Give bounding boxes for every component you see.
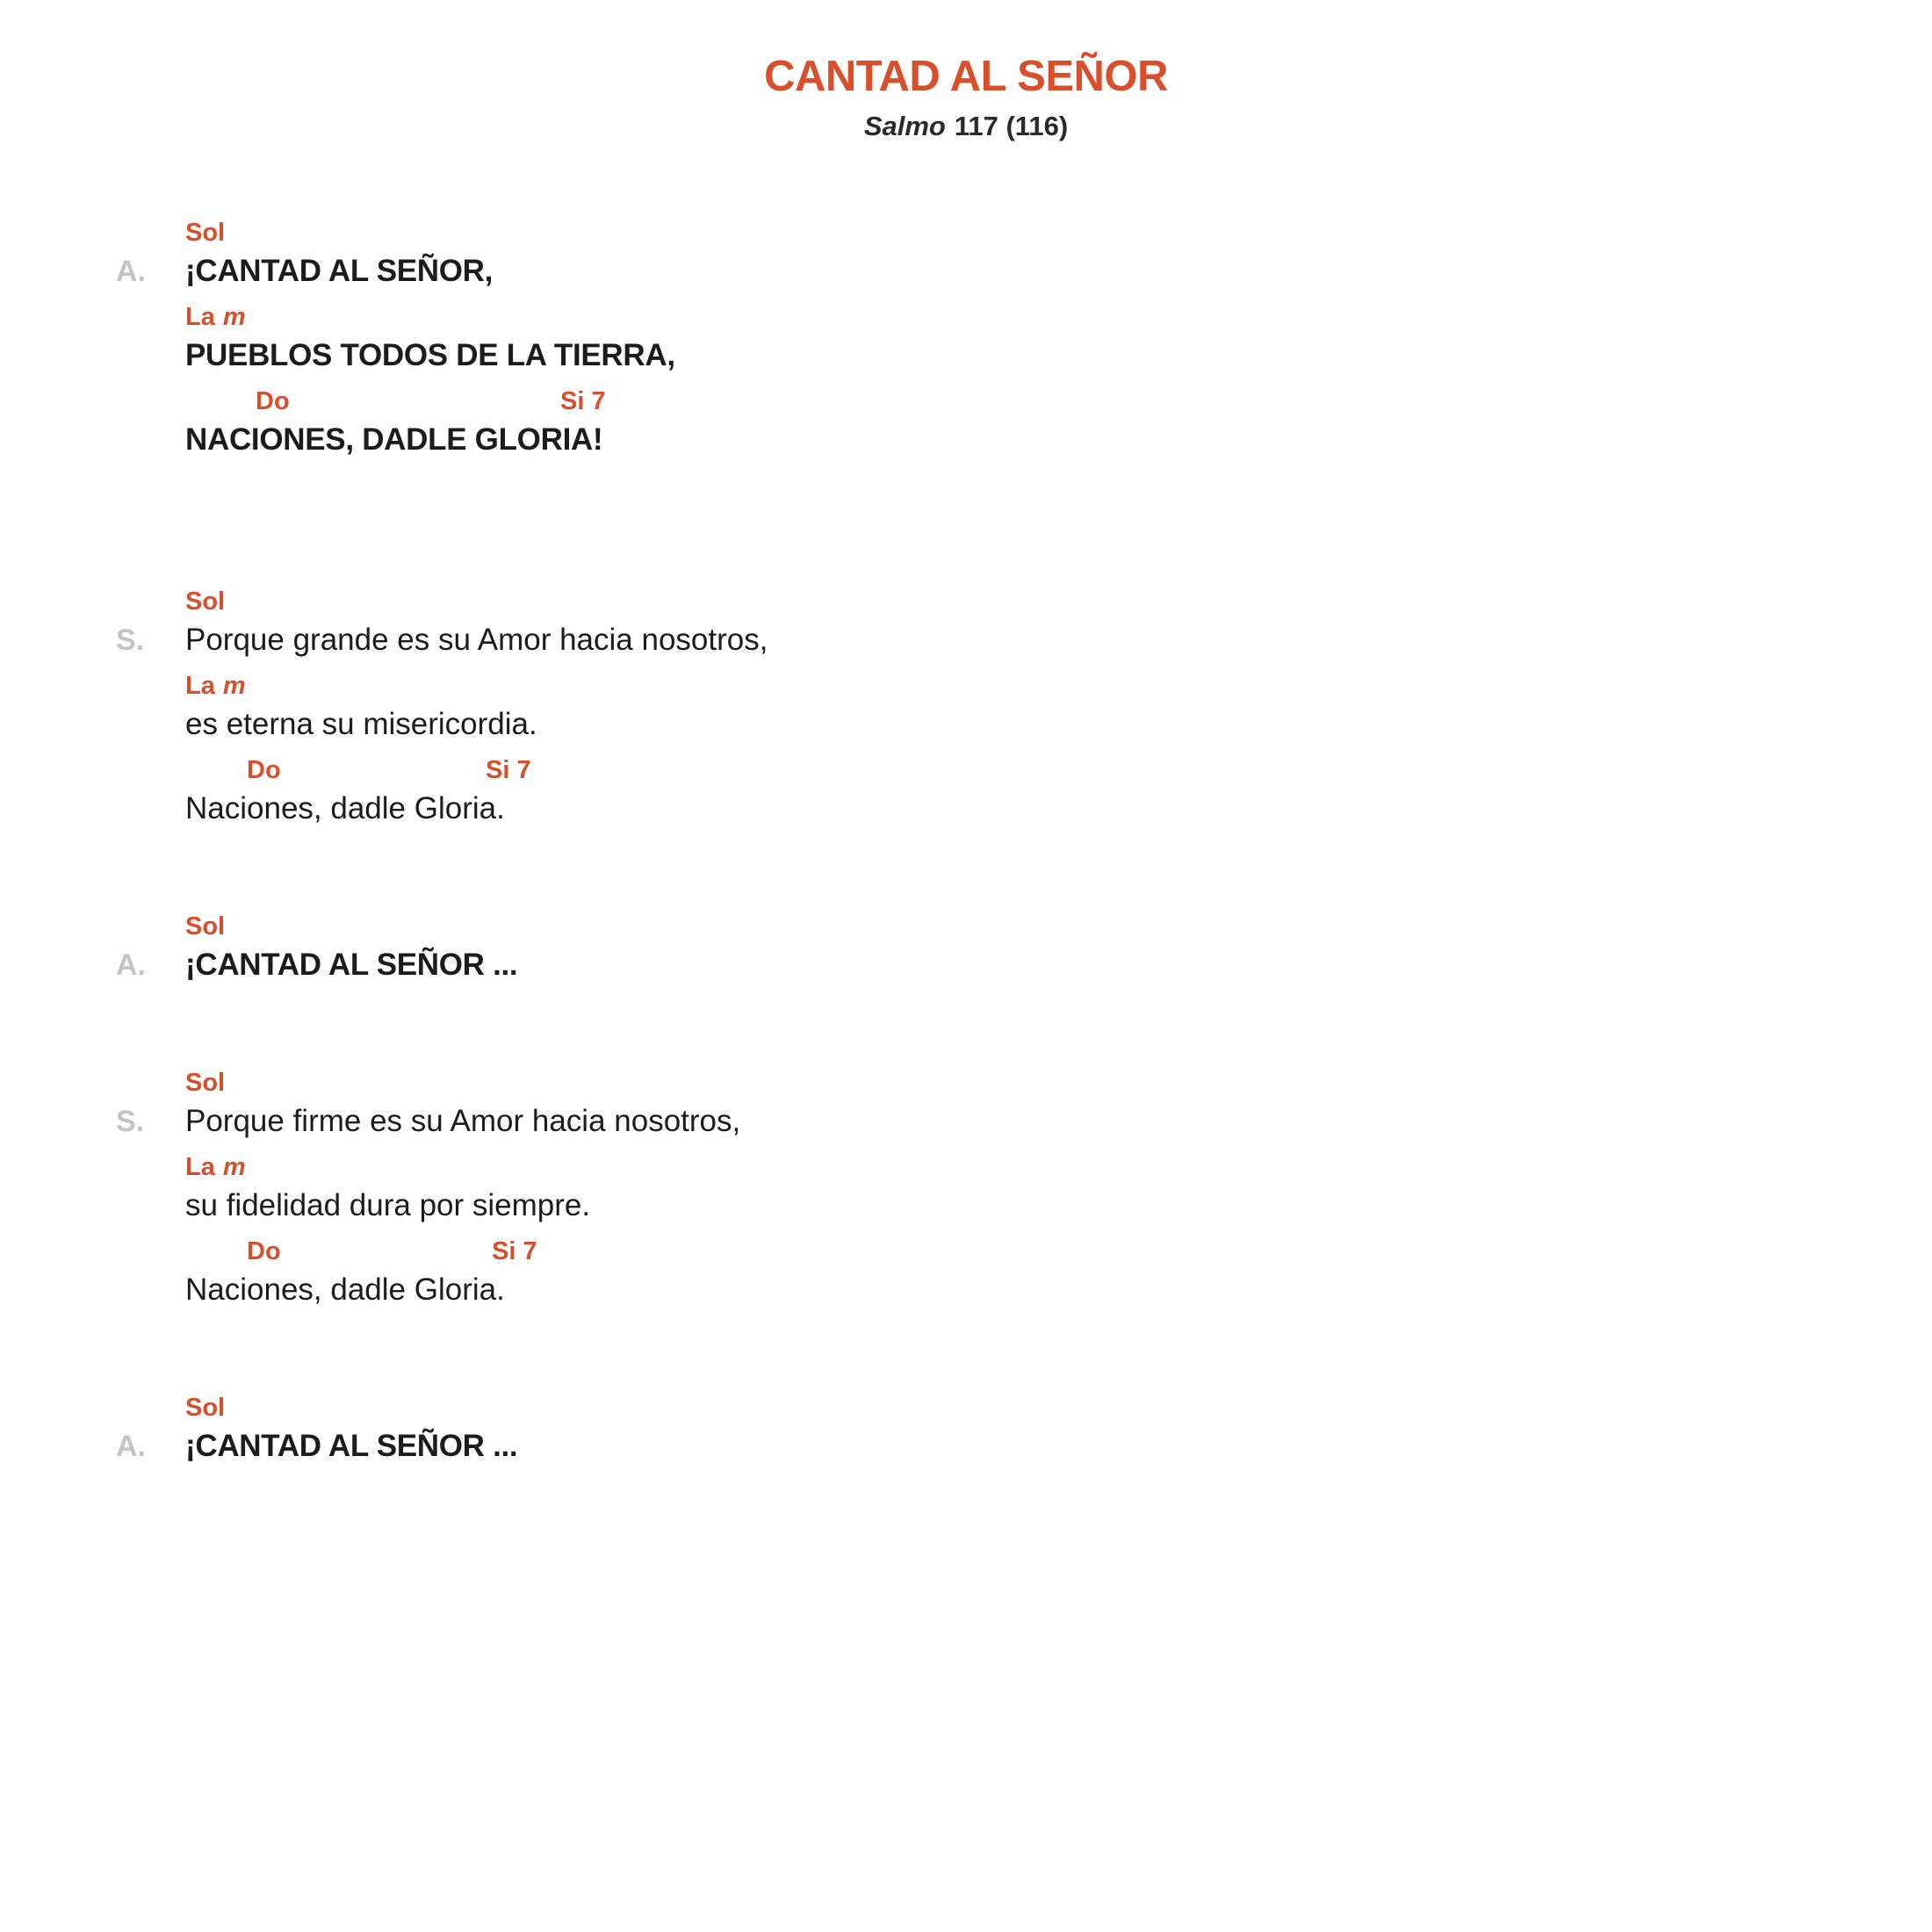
chord-line <box>185 209 1932 249</box>
chord-do: Do <box>256 387 290 415</box>
chord-minor-suffix: m <box>222 303 246 331</box>
chord-minor-suffix: m <box>222 672 246 700</box>
chord-si7: Si 7 <box>486 756 531 784</box>
chord-la-m: La m <box>185 303 246 331</box>
subtitle-psalm-number: 117 (116) <box>954 111 1069 141</box>
chord-line <box>185 1143 1932 1184</box>
lyric-line: PUEBLOS TODOS DE LA TIERRA, <box>185 338 675 372</box>
subtitle-psalm-word: Salmo <box>863 111 946 141</box>
song-title: CANTAD AL SEÑOR <box>764 53 1168 100</box>
section-verse-1 <box>116 578 1932 831</box>
chord-do: Do <box>247 1237 281 1265</box>
chord-line <box>185 903 1932 943</box>
chord-line <box>185 578 1932 618</box>
chord-la-m: La m <box>185 672 246 700</box>
chord-la-m: La m <box>185 1153 246 1181</box>
chord-si7: Si 7 <box>560 387 606 415</box>
chord-line <box>185 662 1932 703</box>
chord-do: Do <box>247 756 281 784</box>
section-label: A. <box>116 1430 146 1463</box>
chord-sol: Sol <box>185 1069 226 1097</box>
song-subtitle <box>0 111 1932 142</box>
chord-line <box>185 293 1932 334</box>
chord-sol: Sol <box>185 912 226 941</box>
lyric-line: ¡CANTAD AL SEÑOR ... <box>185 948 518 982</box>
chord-line <box>185 1228 1932 1268</box>
section-antiphon-3 <box>116 1384 1932 1468</box>
song-body <box>0 209 1932 1468</box>
lyric-line: su fidelidad dura por siempre. <box>185 1188 591 1222</box>
song-header <box>0 0 1932 142</box>
section-label: S. <box>116 1105 145 1138</box>
section-verse-2 <box>116 1059 1932 1312</box>
chord-line <box>185 746 1932 787</box>
chord-sol: Sol <box>185 588 226 616</box>
section-label: A. <box>116 255 146 288</box>
lyric-line: ¡CANTAD AL SEÑOR, <box>185 254 494 288</box>
section-antiphon-1 <box>116 209 1932 462</box>
chord-sol: Sol <box>185 1394 226 1422</box>
chord-sol: Sol <box>185 219 226 247</box>
chord-si7: Si 7 <box>492 1237 537 1265</box>
chord-line <box>185 1384 1932 1424</box>
section-antiphon-2 <box>116 903 1932 987</box>
chord-minor-suffix: m <box>222 1153 246 1181</box>
section-label: S. <box>116 624 145 657</box>
chord-line <box>185 1059 1932 1099</box>
lyric-line: Porque firme es su Amor hacia nosotros, <box>185 1104 741 1138</box>
lyric-line: Porque grande es su Amor hacia nosotros, <box>185 623 768 657</box>
lyric-line: es eterna su misericordia. <box>185 707 537 741</box>
chord-line <box>185 378 1932 418</box>
section-label: A. <box>116 948 146 982</box>
lyric-line: NACIONES, DADLE GLORIA! <box>185 422 603 457</box>
lyric-line: Naciones, dadle Gloria. <box>185 1272 505 1307</box>
lyric-line: Naciones, dadle Gloria. <box>185 791 505 825</box>
lyric-line: ¡CANTAD AL SEÑOR ... <box>185 1429 518 1463</box>
